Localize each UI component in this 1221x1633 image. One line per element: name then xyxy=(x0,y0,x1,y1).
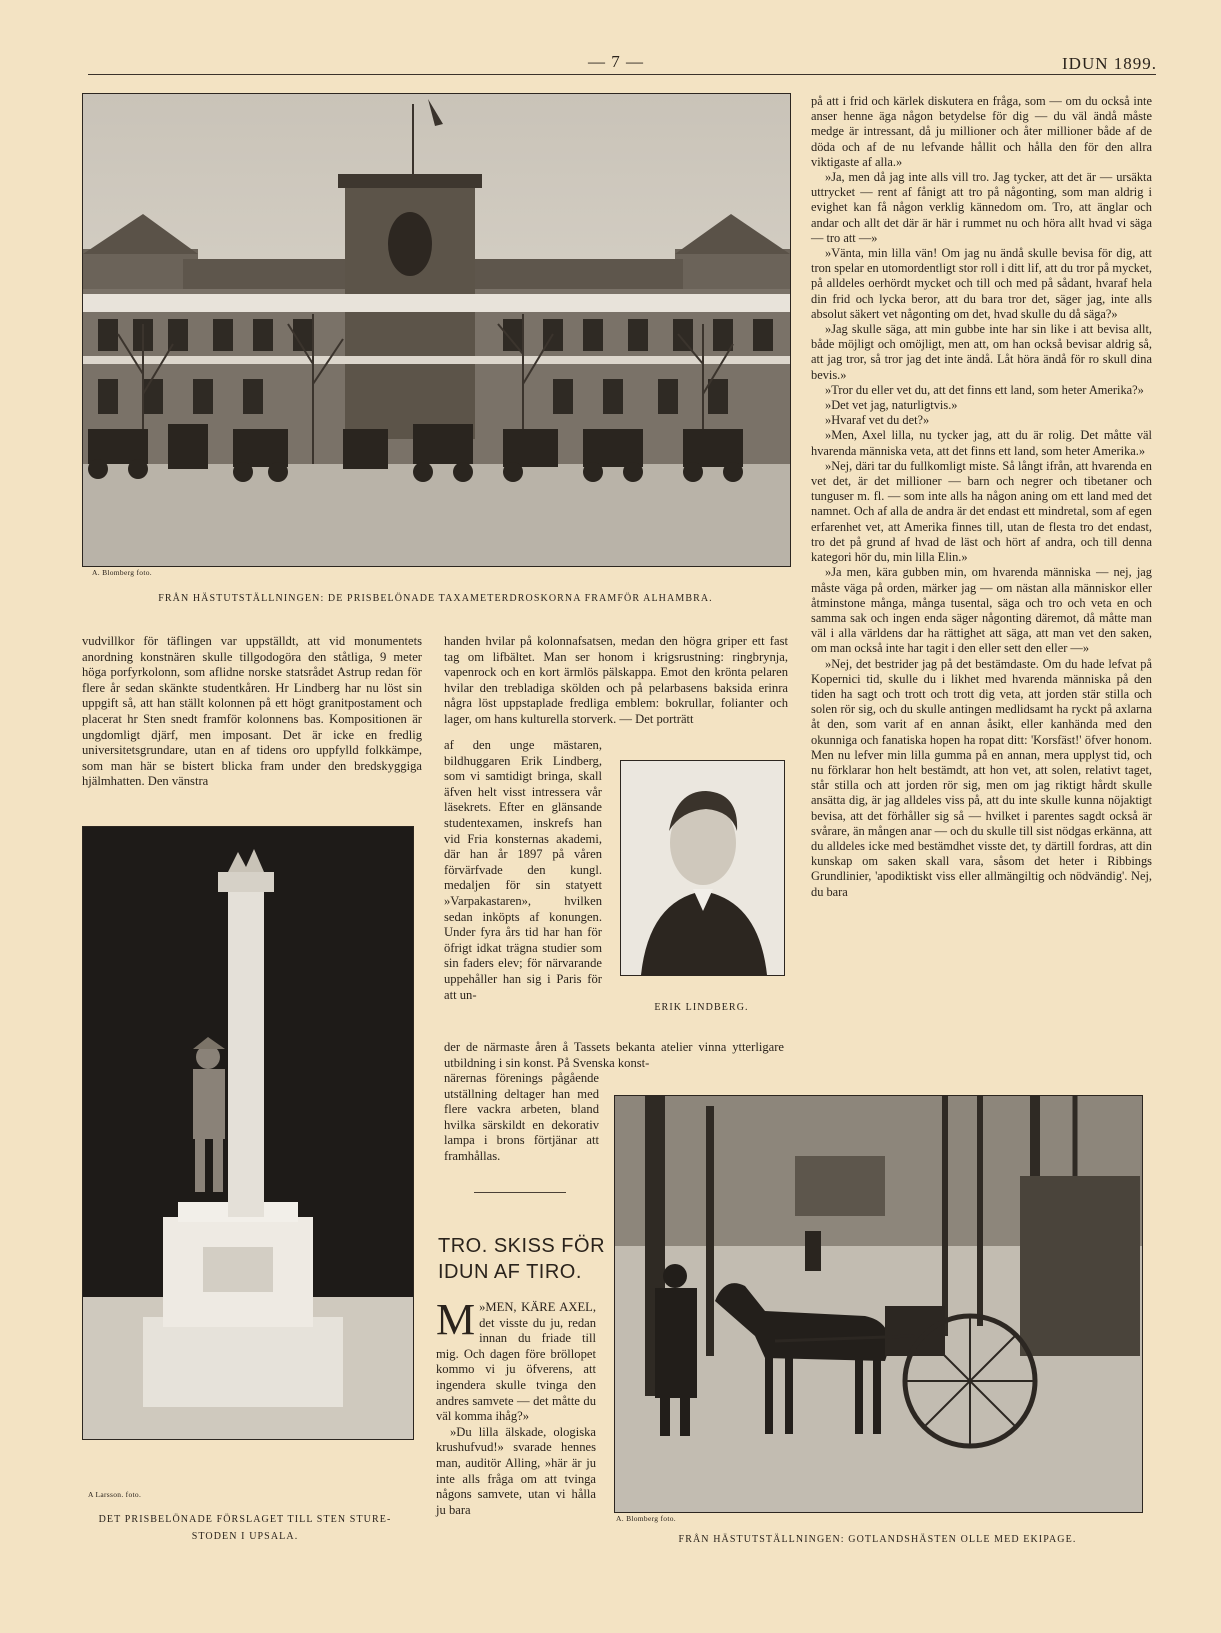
column-middle-after xyxy=(444,1071,599,1165)
photo-sten-sture-statue xyxy=(82,826,414,1440)
paragraph: närernas förenings pågående utställning deltager han med flere vackra arbeten, bland hvilka särskildt en dekorativ lampa i brons förtjänar att framhållas. xyxy=(444,1071,599,1163)
paragraph: »Men, Axel lilla, nu tycker jag, att du är rolig. Det måtte väl hvarenda människa veta, att det finns ett land, som heter Amerika.» xyxy=(811,428,1152,458)
page-number: — 7 — xyxy=(588,52,644,71)
story-title-line1: TRO. SKISS FÖR xyxy=(438,1235,606,1257)
statue-illustration xyxy=(83,827,413,1439)
story-column xyxy=(436,1295,596,1518)
paragraph: »Jag skulle säga, att min gubbe inte har sin like i att bevisa allt, både möjligt och omöjligt, men att, om han också bevisar aldrig så, att jag tror, så tror jag det inte ändå. Låt höra ändå för ro skull dina bevis.» xyxy=(811,322,1152,382)
story-opening xyxy=(436,1295,596,1425)
dropcap: M xyxy=(436,1295,476,1344)
column-right-text xyxy=(811,94,1152,900)
photo-credit-horse: A. Blomberg foto. xyxy=(616,1514,676,1523)
photo-alhambra-carriages xyxy=(82,93,791,567)
paragraph: »Vänta, min lilla vän! Om jag nu ändå skulle bevisa för dig, att tron spelar en utomordentligt stor roll i ditt lif, att du tror på mycket, på alldeles oerhördt mycket och till och med på sådant, hvaraf hela din frid och lycka beror, att du bara tror det, säger jag, inte alls absolut säkert vet någonting om det, hvad skulle du då säga?» xyxy=(811,246,1152,321)
column-middle-wide xyxy=(444,1040,784,1071)
caption-portrait: ERIK LINDBERG. xyxy=(654,1002,749,1013)
paragraph: »Du lilla älskade, ologiska krushufvud!» svarade hennes man, auditör Alling, »här är ju inte alls fråga om att tvinga någons samvete, utan vi hålla ju bara xyxy=(436,1424,596,1517)
paragraph: der de närmaste åren å Tassets bekanta atelier vinna ytterligare utbildning i sin konst. På Svenska konst- xyxy=(444,1040,784,1070)
paragraph: »Ja, men då jag inte alls vill tro. Jag tycker, att det är — ursäkta uttrycket — rent af fånigt att tro på någonting, som man aldrig i evighet kan få någon verklig kännedom om. Tro, att änglar och andar och allt det där är här i rummet nu och höra allt hvad vi säga — tro att —» xyxy=(811,170,1152,245)
paragraph: på att i frid och kärlek diskutera en fråga, som — om du också inte anser henne äga någon betydelse för dig — du väl ändå måste medge är intressant, då ju millioner och åter millioner både af de döda och af de nu lefvande hållit och hålla den för den allra viktigaste af alla.» xyxy=(811,94,1152,169)
paragraph: »Hvaraf vet du det?» xyxy=(825,413,930,428)
photo-credit-statue: A Larsson. foto. xyxy=(88,1490,142,1499)
paragraph: »Nej, däri tar du fullkomligt miste. Så långt ifrån, att hvarenda en vet det, är det millioner — barn och negrer och tibetaner och tunguser m. fl. — som inte alls ha någon aning om ett land med det namnet. Och af alla de andra är det endast ett mindretal, som af egen erfarenhet vet, att Amerika finnes till, utan de flesta tro det endast, tro det på grund af hvad de läst och hört af andra, och till denna kategori hör du, min lilla Elin.» xyxy=(811,458,1152,565)
caption-horse: FRÅN HÄSTUTSTÄLLNINGEN: GOTLANDSHÄSTEN OLLE MED EKIPAGE. xyxy=(678,1534,1077,1545)
portrait-illustration xyxy=(621,761,784,975)
story-title-line2: IDUN AF TIRO. xyxy=(438,1261,582,1283)
alhambra-illustration xyxy=(83,94,790,566)
photo-erik-lindberg xyxy=(620,760,785,976)
photo-gotlandshasten xyxy=(614,1095,1143,1513)
horse-illustration xyxy=(615,1096,1142,1512)
caption-top: FRÅN HÄSTUTSTÄLLNINGEN: DE PRISBELÖNADE TAXAMETERDROSKORNA FRAMFÖR ALHAMBRA. xyxy=(158,593,713,604)
paragraph: handen hvilar på kolonnafsatsen, medan den högra griper ett fast tag om lifbältet. Man ser honom i krigsrustning: ringbrynja, vapenrock och en kort ärmlös pälskappa. Emot den krönta pelaren hvilar den trebladiga skölden och på pelarbasens baksida erinra några löst uppstaplade fredliga emblem: bokrullar, folianter och lager, om hans kulturella storverk. — Det porträtt xyxy=(444,634,788,726)
publication-title: IDUN 1899. xyxy=(1062,54,1157,73)
paragraph: vudvillkor för täflingen var uppställdt, att vid monumentets anordning konstnären skulle tillgodogöra den ståtliga, 9 meter höga porfyrkolonn, som aflidne norske statsrådet Astrup redan för flere år sedan skänkte studentkåren. Hr Lindberg har nu löst sin uppgift så, att han ställt kolonnen på ett högt granitpostament och placerat hr Sten snedt framför kolonnens bas. Kompositionen är ungdomligt djärf, men imposant. Det är icke en fredlig universitetsgrundare, utan en af tidens oro uppfylld folkkämpe, som man här se bistert blicka fram under den bredskyggiga hjälmhatten. Den vänstra xyxy=(82,634,422,789)
paragraph: »Tror du eller vet du, att det finns ett land, som heter Amerika?» xyxy=(825,382,1144,397)
paragraph: »Det vet jag, naturligtvis.» xyxy=(825,398,958,413)
caption-statue-1: DET PRISBELÖNADE FÖRSLAGET TILL STEN STURE- xyxy=(98,1514,392,1525)
column-middle-narrow xyxy=(444,738,602,1003)
header-rule xyxy=(88,74,1156,75)
paragraph: af den unge mästaren, bildhuggaren Erik Lindberg, som vi samtidigt bringa, skall äfven helt visst intressera vår läsekrets. Efter en glänsande studentexamen, inskrefs han vid Fria konsternas akademi, där han år 1897 på våren förvärfvade den kungl. medaljen för sin statyett »Varpakastaren», hvilken sedan inköpts af konungen. Under fyra års tid har han för öfrigt idkat trägna studier som sin faders elev; för närvarande uppehåller han sig i Paris för att un- xyxy=(444,738,602,1002)
column-left-text xyxy=(82,634,422,790)
column-middle-top xyxy=(444,634,788,728)
photo-credit-top: A. Blomberg foto. xyxy=(92,568,152,577)
caption-statue-2: STODEN I UPSALA. xyxy=(191,1531,299,1542)
story-separator xyxy=(474,1192,566,1193)
paragraph: »Ja men, kära gubben min, om hvarenda människa — nej, jag måste väga på orden, märker jag — om nästan alla människor eller åtminstone många, många tusental, säga och tro och veta en och samma sak och ingen enda säger någonting däremot, då måtte man väl i alla världens dar ha rättighet att säga, att man vet den saken, om man också inte har tagit i den eller sett den eller —» xyxy=(811,565,1152,656)
story-opening-text: »MEN, KÄRE AXEL, det visste du ju, redan innan du friade till mig. Och dagen före bröllopet kommo vi ju öfverens, att ingendera skulle tvinga den andres samvete — det måtte du väl komma ihåg?» xyxy=(436,1300,596,1424)
paragraph: »Nej, det bestrider jag på det bestämdaste. Om du hade lefvat på Kopernici tid, skulle du i likhet med hvarenda människa på den tiden ha sagt och trott och trott dig veta, att jorden stär stilla och solen rör sig, och du skulle antingen medlidsamt ha ryckt på axlarna åt den, som varit af en annan åsikt, eller kanhända med den okunniga och fanatiska hopen ha ropat ditt: 'Korsfäst!' öfver honom. Men nu lefver min lilla gumma på en annan, mera upplyst tid, och nu förklarar hon helt bestämdt, att hon vet, att solen, relativt taget, står stilla och att jorden rör sig, men om jag riktigt hårdt skulle ansätta dig, är jag alldeles viss på, att du inte skulle kunna nöjaktigt bevisa, att det förhåller sig så — hvilket i parentes sagdt också är svårare, än mången anar — och du skulle till sist nödgas erkänna, att du alldeles icke med bestämdhet visste det, ty därtill fordras, att din kunskap om saken skall vara, såsom det heter i Ribbings Grundlinier, 'apodiktiskt viss eller allmängiltig och nödvändig'. Nej, du bara xyxy=(811,656,1152,899)
